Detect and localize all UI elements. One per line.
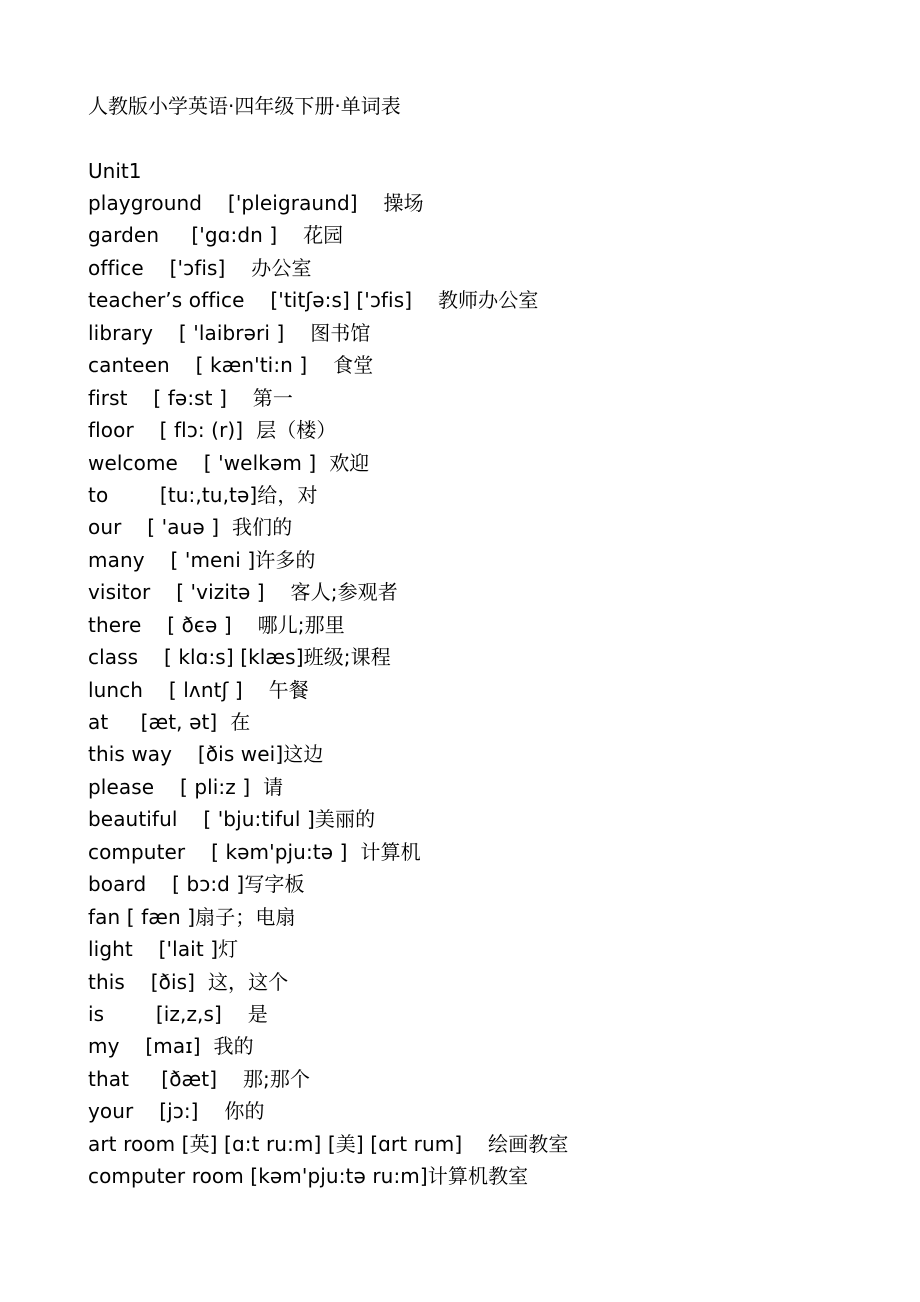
vocab-entry-canteen: canteen [ kæn'ti:n ] 食堂 (88, 353, 374, 378)
document-title: 人教版小学英语·四年级下册·单词表 (88, 94, 401, 118)
vocab-entry-at: at [æt, ət] 在 (88, 710, 251, 734)
vocab-entry-visitor: visitor [ 'vizitə ] 客人;参观者 (88, 580, 398, 605)
vocab-entry-this-way: this way [ðis wei]这边 (88, 742, 324, 767)
vocab-entry-beautiful: beautiful [ 'bju:tiful ]美丽的 (88, 807, 376, 832)
vocab-entry-lunch: lunch [ lʌntʃ ] 午餐 (88, 677, 309, 702)
vocab-entry-our: our [ 'auə ] 我们的 (88, 515, 293, 540)
vocab-entry-playground: playground ['pleigraund] 操场 (88, 191, 424, 215)
vocab-entry-to: to [tu:,tu,tə]给，对 (88, 482, 318, 507)
vocabulary-list (88, 190, 568, 1196)
vocab-entry-your: your [jɔ:] 你的 (88, 1099, 265, 1124)
vocab-entry-library: library [ 'laibrəri ] 图书馆 (88, 320, 371, 345)
vocab-entry-this: this [ðis] 这，这个 (88, 969, 289, 994)
vocab-entry-first: first [ fə:st ] 第一 (88, 385, 294, 410)
vocab-entry-board: board [ bɔ:d ]写字板 (88, 872, 305, 897)
vocab-entry-teachers-office: teacher’s office ['titʃə:s] ['ɔfis] 教师办公室 (88, 288, 539, 313)
vocab-entry-light: light ['lait ]灯 (88, 937, 239, 962)
vocab-entry-is: is [iz,z,s] 是 (88, 1001, 268, 1026)
vocab-entry-my: my [maɪ] 我的 (88, 1034, 254, 1059)
vocab-entry-garden: garden ['gɑ:dn ] 花园 (88, 223, 344, 248)
unit-heading: Unit1 (88, 159, 142, 183)
vocab-entry-floor: floor [ flɔ: (r)] 层（楼） (88, 418, 337, 443)
vocab-entry-please: please [ pli:z ] 请 (88, 774, 284, 799)
vocab-entry-computer: computer [ kəm'pju:tə ] 计算机 (88, 839, 421, 864)
vocab-entry-that: that [ðæt] 那;那个 (88, 1066, 311, 1091)
vocab-entry-there: there [ ðєə ] 哪儿;那里 (88, 612, 345, 637)
vocab-entry-fan: fan [ fæn ]扇子；电扇 (88, 904, 296, 929)
document-page (88, 0, 920, 1302)
vocab-entry-many: many [ 'meni ]许多的 (88, 547, 316, 572)
vocab-entry-art-room: art room [英] [ɑ:t ru:m] [美] [ɑrt rum] 绘画教室 (88, 1131, 569, 1156)
vocab-entry-class: class [ klɑ:s] [klæs]班级;课程 (88, 645, 391, 670)
vocab-entry-computer-room: computer room [kəm'pju:tə ru:m]计算机教室 (88, 1164, 529, 1189)
vocab-entry-office: office ['ɔfis] 办公室 (88, 255, 312, 280)
vocab-entry-welcome: welcome [ 'welkəm ] 欢迎 (88, 450, 370, 475)
